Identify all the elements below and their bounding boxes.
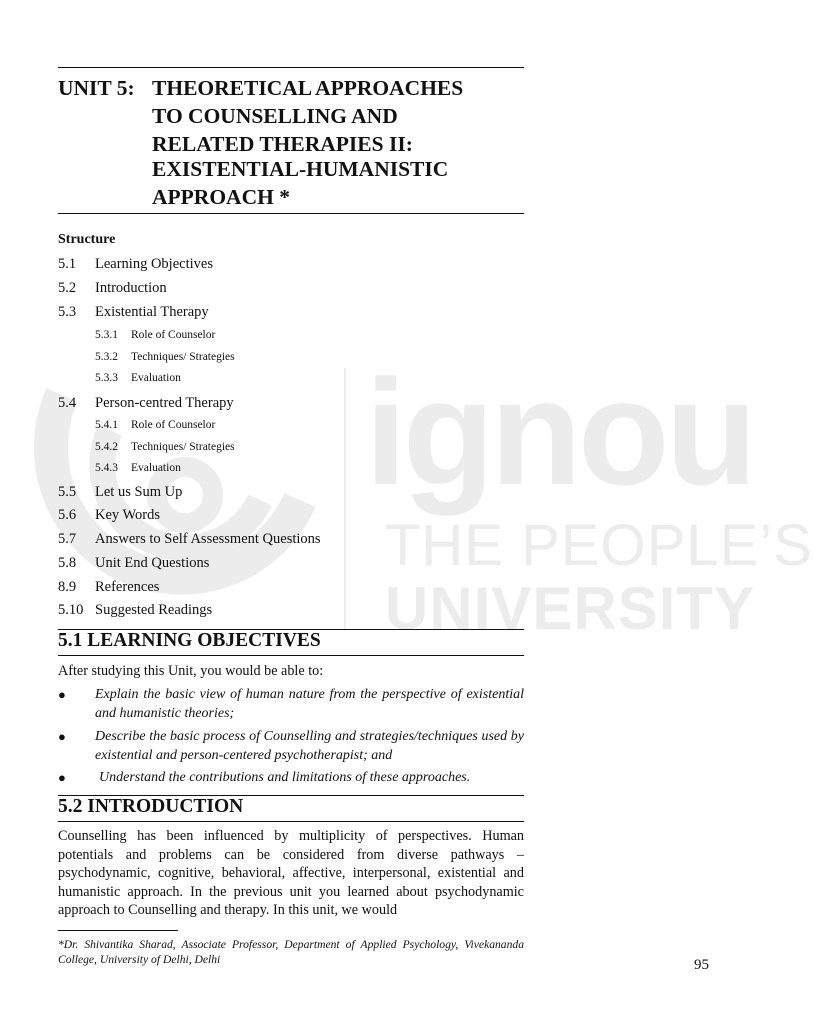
unit-label: UNIT 5:	[58, 76, 135, 100]
watermark-line-1: THE PEOPLE’S	[385, 513, 813, 578]
footnote: *Dr. Shivantika Sharad, Associate Professor, Department of Applied Psychology, Vivekananda College, University of Delhi, Delhi	[58, 938, 524, 966]
watermark-logo-text: ignou	[365, 348, 754, 516]
learning-objectives-heading: 5.1 LEARNING OBJECTIVES	[58, 630, 321, 651]
objective-bullet: Understand the contributions and limitations of these approaches.	[99, 770, 471, 785]
title-line-1: THEORETICAL APPROACHES	[152, 76, 464, 100]
bullet-icon: ●	[58, 687, 66, 702]
page-number: 95	[694, 957, 709, 973]
title-line-3: RELATED THERAPIES II:	[152, 132, 413, 156]
title-line-4: EXISTENTIAL-HUMANISTIC	[152, 157, 449, 181]
section-bottom-rule	[58, 821, 524, 822]
objectives-intro: After studying this Unit, you would be able to:	[58, 663, 324, 679]
bullet-icon: ●	[58, 729, 66, 744]
introduction-heading: 5.2 INTRODUCTION	[58, 796, 244, 817]
introduction-paragraph: Counselling has been influenced by multiplicity of perspectives. Human potentials and problems can be considered from diverse pathways – psychodynamic, cognitive, behavioral, affective, interpersonal, existential and humanistic approach. In the previous unit you learned about psychodynamic approach to Counselling and therapy. In this unit, we would	[58, 828, 524, 919]
section-bottom-rule	[58, 655, 524, 656]
title-top-rule	[58, 67, 524, 68]
watermark-line-2: UNIVERSITY	[385, 575, 756, 642]
title-bottom-rule	[58, 213, 524, 214]
objective-bullet: Explain the basic view of human nature from the perspective of existential and humanistic theories;	[95, 687, 524, 721]
bullet-icon: ●	[58, 770, 66, 785]
title-line-5: APPROACH *	[152, 185, 290, 209]
footnote-rule	[58, 930, 178, 931]
structure-heading: Structure	[58, 232, 116, 247]
objective-bullet: Describe the basic process of Counselling and strategies/techniques used by existential and person-centered psychotherapist; and	[95, 729, 524, 763]
title-line-2: TO COUNSELLING AND	[152, 104, 398, 128]
